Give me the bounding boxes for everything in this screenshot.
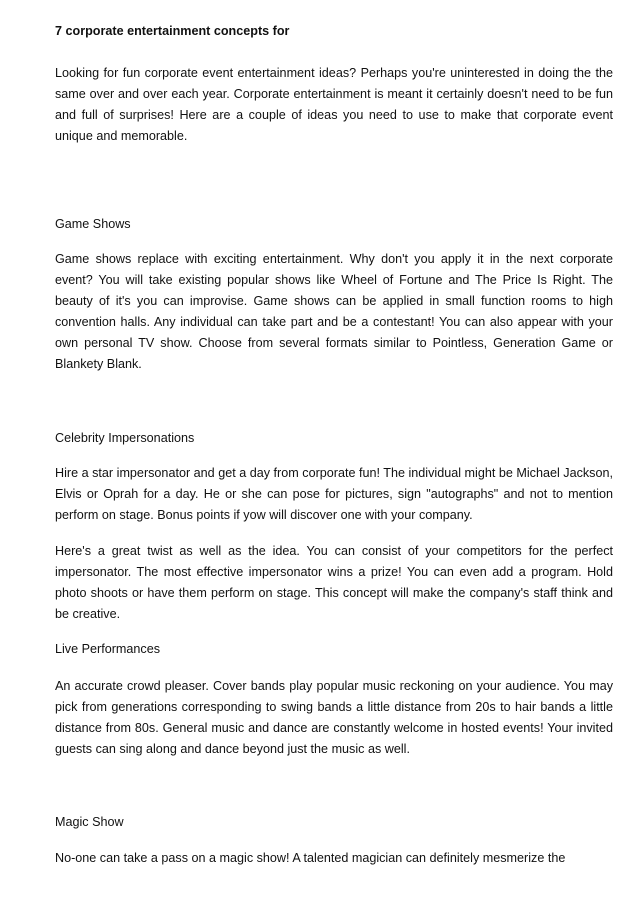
magic-show-paragraph: No-one can take a pass on a magic show! A talented magician can definitely mesmerize the bbox=[55, 851, 566, 865]
live-performances-paragraph: An accurate crowd pleaser. Cover bands play popular music reckoning on your audience. You may pick from generations corresponding to swing bands a little distance from 20s to hair bands a little distance from 80s. General music and dance are constantly welcome in hosted events! Your invited guests can sing along and dance beyond just the music as well. bbox=[55, 679, 613, 756]
game-shows-paragraph: Game shows replace with exciting entertainment. Why don't you apply it in the next corporate event? You will take existing popular shows like Wheel of Fortune and The Price Is Right. The beauty of it's you can improvise. Game shows can be applied in small function rooms to high convention halls. Any individual can take part and be a contestant! You can also appear with your own personal TV show. Choose from several formats similar to Pointless, Generation Game or Blankety Blank. bbox=[55, 252, 613, 371]
section-heading-live-performances: Live Performances bbox=[55, 642, 160, 656]
section-heading-magic-show: Magic Show bbox=[55, 815, 124, 829]
celebrity-paragraph-2: Here's a great twist as well as the idea. You can consist of your competitors for the perfect impersonator. The most effective impersonator wins a prize! You can even add a program. Hold photo shoots or have them perform on stage. This concept will make the company's staff think and be creative. bbox=[55, 544, 613, 621]
section-heading-game-shows: Game Shows bbox=[55, 217, 131, 231]
celebrity-paragraph-1: Hire a star impersonator and get a day from corporate fun! The individual might be Michael Jackson, Elvis or Oprah for a day. He or she can pose for pictures, sign "autographs" and not to mention perform on stage. Bonus points if yow will discover one with your company. bbox=[55, 466, 613, 522]
document-title: 7 corporate entertainment concepts for bbox=[55, 24, 290, 38]
intro-paragraph: Looking for fun corporate event entertainment ideas? Perhaps you're uninterested in doing the the same over and over each year. Corporate entertainment is meant it certainly doesn't need to be fun and full of surprises! Here are a couple of ideas you need to use to make that corporate event unique and memorable. bbox=[55, 66, 613, 143]
document-page bbox=[55, 0, 613, 903]
section-heading-celebrity-impersonations: Celebrity Impersonations bbox=[55, 431, 195, 445]
